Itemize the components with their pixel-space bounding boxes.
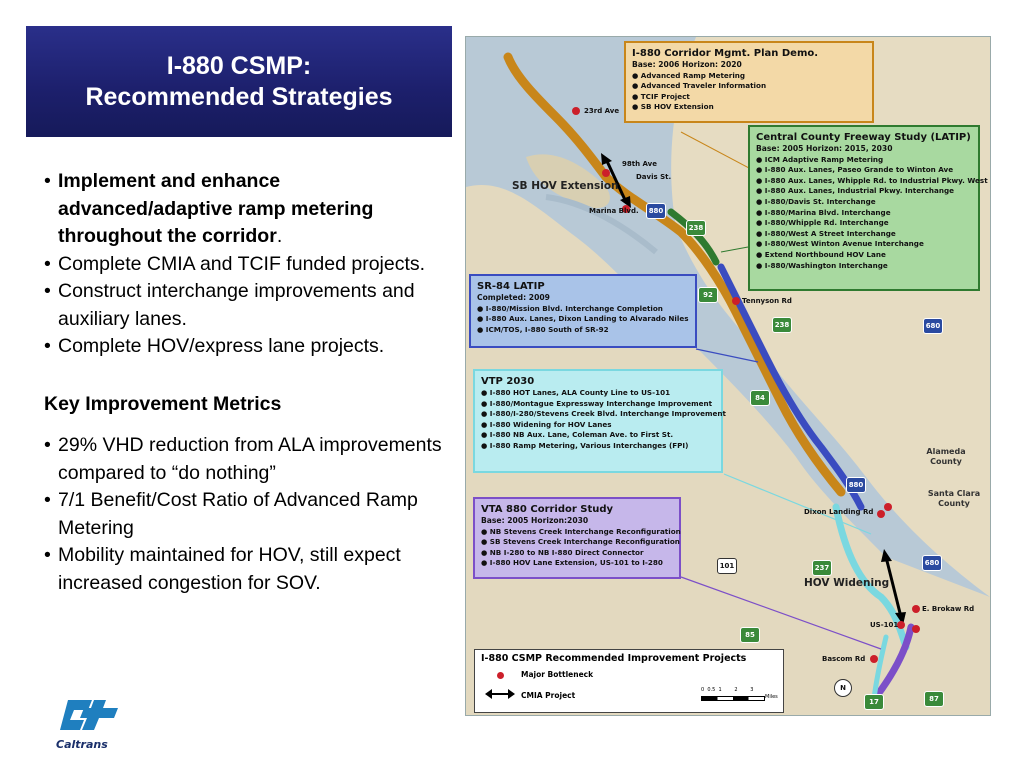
shield-17: 17: [864, 694, 884, 710]
label-us-101: US-101: [870, 621, 899, 629]
strategy-item-2: [44, 251, 449, 279]
label-tennyson-rd: Tennyson Rd: [742, 297, 792, 305]
callout-demo-sub: Base: 2006 Horizon: 2020: [632, 60, 742, 69]
north-arrow-icon: N: [834, 679, 852, 697]
callout-latip-item: ● I-880/Davis St. Interchange: [756, 196, 876, 206]
legend-cmia: CMIA Project: [521, 691, 576, 700]
label-alameda-county: Alameda County: [926, 447, 966, 466]
callout-demo-item: ● TCIF Project: [632, 91, 690, 101]
shield-680-south: 680: [922, 555, 942, 571]
label-davis-st: Davis St.: [636, 173, 672, 181]
callout-sr84-item: ● I-880 Aux. Lanes, Dixon Landing to Alvarado Niles: [477, 314, 689, 324]
callout-vta-item: ● I-880 HOV Lane Extension, US-101 to I-280: [481, 558, 663, 568]
strategy-item-4: [44, 333, 449, 361]
legend-miles: Miles: [765, 694, 778, 700]
slide-title: [26, 26, 452, 137]
callout-vtp-item: ● I-880 Widening for HOV Lanes: [481, 419, 612, 429]
shield-880-south: 880: [846, 477, 866, 493]
shield-238-south: 238: [772, 317, 792, 333]
shield-101: 101: [717, 558, 737, 574]
shield-87: 87: [924, 691, 944, 707]
caltrans-logo-icon: [50, 696, 122, 756]
shield-237: 237: [812, 560, 832, 576]
callout-vta: [473, 497, 681, 579]
callout-demo-title: I-880 Corridor Mgmt. Plan Demo.: [632, 48, 819, 59]
callout-latip-item: ● I-880 Aux. Lanes, Industrial Pkwy. Interchange: [756, 186, 954, 196]
callout-latip-item: ● ICM Adaptive Ramp Metering: [756, 154, 884, 164]
callout-latip-item: ● I-880/Marina Blvd. Interchange: [756, 207, 891, 217]
metric-item-1: • 29% VHD reduction from ALA improvements compared to “do nothing”: [44, 432, 449, 487]
callout-latip-item: ● I-880/Whipple Rd. Interchange: [756, 218, 889, 228]
label-23rd-ave: 23rd Ave: [584, 107, 620, 115]
label-dixon-landing-rd: Dixon Landing Rd: [804, 508, 874, 516]
callout-latip-item: ● I-880 Aux. Lanes, Whipple Rd. to Industrial Pkwy. West: [756, 175, 988, 185]
metric-item-3: • Mobility maintained for HOV, still expect increased congestion for SOV.: [44, 542, 449, 597]
callout-vtp-item: ● I-880 Ramp Metering, Various Interchanges (FPI): [481, 440, 689, 450]
strategy-item-1: [44, 168, 449, 251]
scale-bar-icon: [701, 696, 765, 701]
logo-text: Caltrans: [56, 738, 108, 751]
callout-sr84-item: ● I-880/Mission Blvd. Interchange Completion: [477, 303, 663, 313]
label-sb-hov-extension: SB HOV Extension: [512, 180, 619, 192]
callout-vta-item: ● SB Stevens Creek Interchange Reconfiguration: [481, 537, 680, 547]
bottleneck-dot-icon: [497, 672, 504, 679]
title-line-1: I-880 CSMP:: [166, 51, 312, 80]
callout-demo-item: ● Advanced Traveler Information: [632, 81, 767, 91]
callout-latip-item: ● I-880/West A Street Interchange: [756, 228, 896, 238]
callout-sr84-sub: Completed: 2009: [477, 293, 550, 302]
legend-scale: 0 0.5 1 2 3: [701, 687, 754, 693]
label-98th-ave: 98th Ave: [622, 160, 657, 168]
callout-demo-item: ● SB HOV Extension: [632, 102, 714, 112]
legend-title: I-880 CSMP Recommended Improvement Projects: [481, 653, 747, 664]
callout-vta-title: VTA 880 Corridor Study: [481, 504, 614, 515]
callout-latip-item: ● I-880/Washington Interchange: [756, 260, 888, 270]
title-line-2: Recommended Strategies: [85, 82, 393, 111]
callout-latip: [748, 125, 988, 291]
callout-vta-item: ● NB I-280 to NB I-880 Direct Connector: [481, 547, 644, 557]
callout-sr84: [469, 274, 697, 348]
double-arrow-icon: [485, 688, 515, 700]
callout-latip-sub: Base: 2005 Horizon: 2015, 2030: [756, 144, 893, 153]
strategy-item-3: [44, 278, 449, 333]
callout-latip-title: Central County Freeway Study (LATIP): [756, 132, 971, 143]
map-legend: [474, 649, 784, 713]
strategy-1-rest: .: [276, 225, 283, 247]
label-bascom-rd: Bascom Rd: [822, 655, 866, 663]
label-e-brokaw-rd: E. Brokaw Rd: [922, 605, 975, 613]
metrics-heading: Key Improvement Metrics: [44, 392, 282, 415]
callout-sr84-title: SR-84 LATIP: [477, 281, 545, 292]
callout-latip-item: ● I-880/West Winton Avenue Interchange: [756, 239, 924, 249]
legend-bottleneck: Major Bottleneck: [521, 670, 594, 679]
shield-85: 85: [740, 627, 760, 643]
strategy-3-text: Construct interchange improvements and auxiliary lanes.: [58, 280, 415, 330]
strategy-4-text: Complete HOV/express lane projects.: [58, 335, 385, 357]
callout-vta-sub: Base: 2005 Horizon:2030: [481, 516, 589, 525]
callout-vtp-item: ● I-880 HOT Lanes, ALA County Line to US-101: [481, 388, 671, 397]
strategy-text: [44, 168, 449, 597]
shield-680-north: 680: [923, 318, 943, 334]
corridor-map: [465, 36, 991, 716]
strategy-2-text: Complete CMIA and TCIF funded projects.: [58, 252, 426, 275]
shield-92: 92: [698, 287, 718, 303]
callout-vtp-item: ● I-880/I-280/Stevens Creek Blvd. Interchange Improvement: [481, 409, 726, 419]
callout-vtp-item: ● I-880/Montague Expressway Interchange Improvement: [481, 398, 713, 408]
callout-latip-item: ● Extend Northbound HOV Lane: [756, 249, 886, 259]
strategy-1-bold: Implement and enhance advanced/adaptive ramp metering throughout the corridor: [58, 170, 374, 247]
callout-latip-item: ● I-880 Aux. Lanes, Paseo Grande to Winton Ave: [756, 165, 954, 175]
callout-vta-item: ● NB Stevens Creek Interchange Reconfiguration: [481, 526, 681, 536]
shield-84: 84: [750, 390, 770, 406]
shield-880-north: 880: [646, 203, 666, 219]
callout-demo-item: ● Advanced Ramp Metering: [632, 70, 746, 80]
callout-vtp: [473, 369, 726, 473]
caltrans-logo: [50, 696, 122, 756]
callout-demo: [624, 41, 874, 123]
callout-sr84-item: ● ICM/TOS, I-880 South of SR-92: [477, 324, 609, 334]
shield-238-north: 238: [686, 220, 706, 236]
label-marina-blvd: Marina Blvd.: [589, 207, 639, 215]
label-santa-clara-county: Santa Clara County: [927, 489, 981, 508]
label-hov-widening: HOV Widening: [804, 577, 890, 589]
callout-vtp-item: ● I-880 NB Aux. Lane, Coleman Ave. to First St.: [481, 430, 674, 440]
callout-vtp-title: VTP 2030: [481, 376, 535, 387]
metric-item-2: • 7/1 Benefit/Cost Ratio of Advanced Ramp Metering: [44, 487, 449, 542]
